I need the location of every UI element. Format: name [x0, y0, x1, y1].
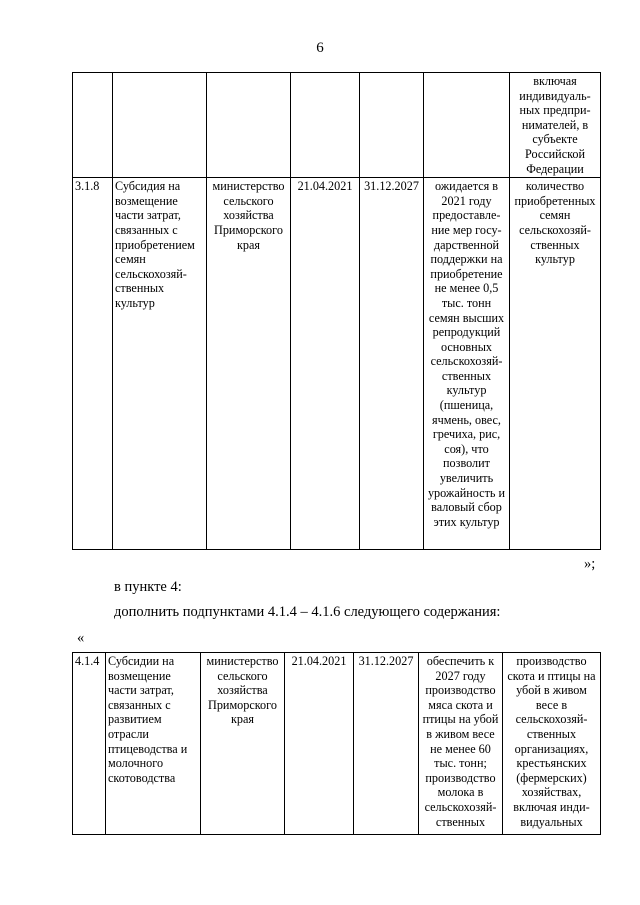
table-row: [73, 73, 601, 178]
closing-quote: »;: [584, 556, 596, 572]
cell-end-date: 31.12.2027: [360, 178, 424, 550]
program-table-continued: [72, 72, 601, 550]
cell-end-date: [360, 73, 424, 178]
cell-result: ожидается в 2021 году предоставле-ние мер госу-дарственной поддержки на приобретение не менее 0,5 тыс. тонн семян высших репродукций основных сельскохозяй-ственных культур (пшеница, ячмень, овес, гречиха, рис, соя), что позволит увеличить урожайность и валовый сбор этих культур: [424, 178, 510, 550]
cell-result: обеспечить к 2027 году производство мяса скота и птицы на убой в живом весе не менее 60 тыс. тонн; производство молока в сельскохозяй-ственных: [419, 653, 503, 835]
cell-start-date: 21.04.2021: [291, 178, 360, 550]
cell-executor: министерство сельского хозяйства Приморского края: [201, 653, 285, 835]
cell-result: [424, 73, 510, 178]
cell-name: Субсидии на возмещение части затрат, связанных с развитием отрасли птицеводства и молочного скотоводства: [106, 653, 201, 835]
cell-start-date: [291, 73, 360, 178]
cell-number: 3.1.8: [73, 178, 113, 550]
cell-indicator: количество приобретенных семян сельскохозяй-ственных культур: [510, 178, 601, 550]
cell-start-date: 21.04.2021: [285, 653, 354, 835]
paragraph-point-4: в пункте 4:: [114, 579, 182, 595]
cell-indicator: производство скота и птицы на убой в живом весе в сельскохозяй-ственных организациях, крестьянских (фермерских) хозяйствах, включая инди-видуальных: [503, 653, 601, 835]
cell-end-date: 31.12.2027: [354, 653, 419, 835]
cell-name: Субсидия на возмещение части затрат, связанных с приобретением семян сельскохозяй-ственных культур: [113, 178, 207, 550]
cell-number: 4.1.4: [73, 653, 106, 835]
paragraph-add-subpoints: дополнить подпунктами 4.1.4 – 4.1.6 следующего содержания:: [114, 604, 501, 620]
table-row: [73, 653, 601, 835]
program-table-new: [72, 652, 601, 835]
page-number: 6: [316, 40, 324, 56]
cell-name: [113, 73, 207, 178]
table-row: [73, 178, 601, 550]
cell-indicator: включая индивидуаль-ных предпри-нимателей, в субъекте Российской Федерации: [510, 73, 601, 178]
cell-executor: [207, 73, 291, 178]
cell-executor: министерство сельского хозяйства Приморского края: [207, 178, 291, 550]
opening-quote: «: [77, 630, 85, 646]
cell-number: [73, 73, 113, 178]
